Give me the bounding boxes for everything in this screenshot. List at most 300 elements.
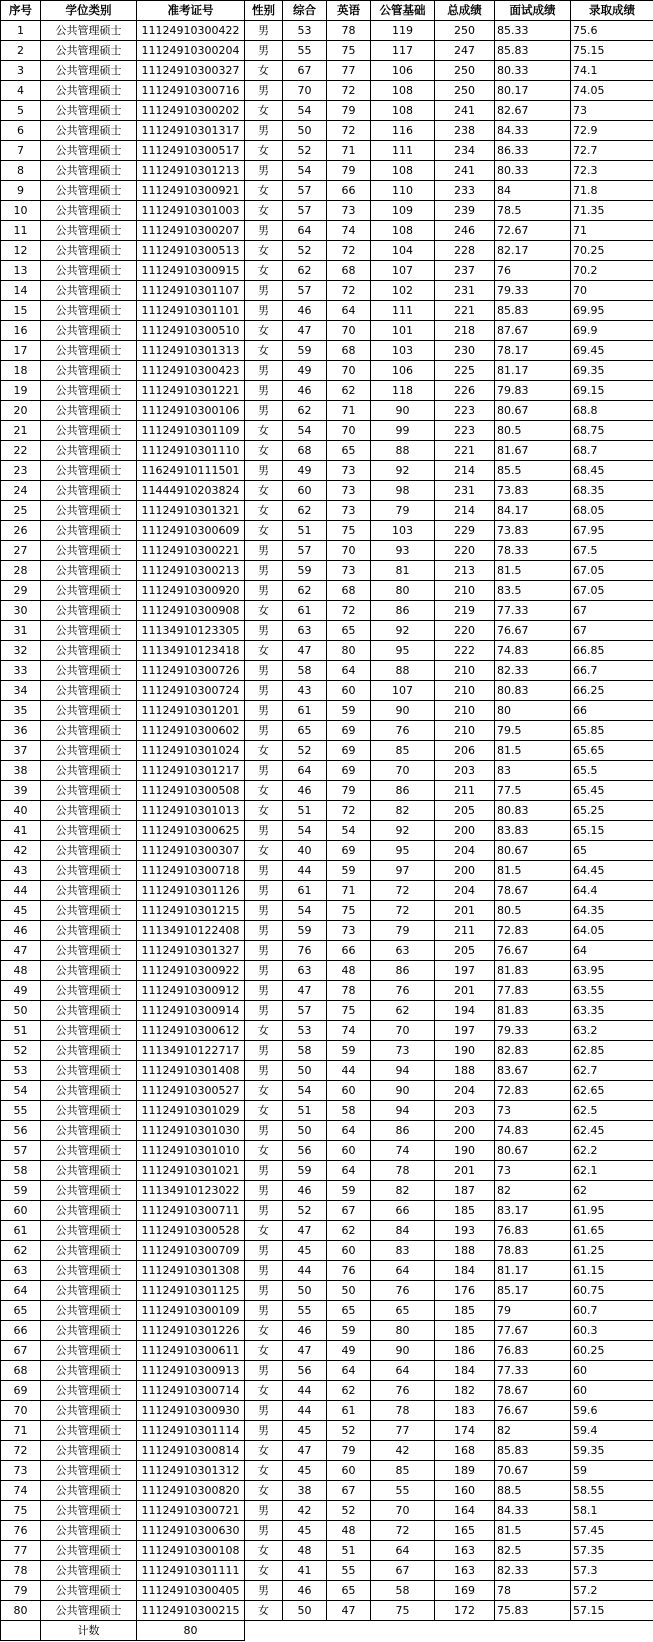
cell-english: 66 [327,941,371,961]
cell-serial: 14 [1,281,41,301]
cell-total-score: 163 [435,1561,495,1581]
cell-english: 64 [327,1161,371,1181]
cell-public-admin-basics: 119 [371,21,435,41]
cell-serial: 3 [1,61,41,81]
cell-public-admin-basics: 58 [371,1581,435,1601]
table-row [1,1501,653,1521]
cell-gender: 女 [245,841,283,861]
cell-total-score: 165 [435,1521,495,1541]
cell-public-admin-basics: 76 [371,721,435,741]
table-row [1,1061,653,1081]
cell-degree-type: 公共管理硕士 [41,301,137,321]
table-row [1,641,653,661]
count-value: 80 [137,1621,245,1641]
cell-public-admin-basics: 94 [371,1061,435,1081]
cell-interview-score: 80.67 [495,841,571,861]
cell-serial: 66 [1,1321,41,1341]
cell-english: 58 [327,1101,371,1121]
cell-english: 78 [327,981,371,1001]
cell-degree-type: 公共管理硕士 [41,1401,137,1421]
cell-admission-score: 66.25 [571,681,653,701]
cell-exam-id: 11124910301013 [137,801,245,821]
cell-total-score: 183 [435,1401,495,1421]
cell-total-score: 234 [435,141,495,161]
cell-exam-id: 11124910301111 [137,1561,245,1581]
table-row [1,821,653,841]
cell-degree-type: 公共管理硕士 [41,141,137,161]
cell-comprehensive: 60 [283,481,327,501]
header-interview-score: 面试成绩 [495,1,571,21]
cell-degree-type: 公共管理硕士 [41,1221,137,1241]
cell-interview-score: 82 [495,1181,571,1201]
table-row [1,1221,653,1241]
cell-english: 68 [327,341,371,361]
cell-serial: 20 [1,401,41,421]
cell-serial: 36 [1,721,41,741]
cell-gender: 女 [245,181,283,201]
cell-degree-type: 公共管理硕士 [41,881,137,901]
header-exam-id: 准考证号 [137,1,245,21]
cell-serial: 25 [1,501,41,521]
cell-total-score: 193 [435,1221,495,1241]
cell-interview-score: 85.5 [495,461,571,481]
cell-english: 54 [327,821,371,841]
cell-english: 62 [327,381,371,401]
cell-comprehensive: 51 [283,1101,327,1121]
cell-admission-score: 59.35 [571,1441,653,1461]
cell-exam-id: 11124910301107 [137,281,245,301]
cell-exam-id: 11124910301308 [137,1261,245,1281]
cell-interview-score: 80.83 [495,681,571,701]
cell-serial: 75 [1,1501,41,1521]
cell-gender: 男 [245,1121,283,1141]
cell-serial: 19 [1,381,41,401]
cell-degree-type: 公共管理硕士 [41,441,137,461]
cell-public-admin-basics: 109 [371,201,435,221]
cell-interview-score: 82.83 [495,1041,571,1061]
cell-total-score: 186 [435,1341,495,1361]
cell-public-admin-basics: 62 [371,1001,435,1021]
cell-degree-type: 公共管理硕士 [41,1281,137,1301]
cell-total-score: 174 [435,1421,495,1441]
table-row [1,941,653,961]
cell-comprehensive: 51 [283,801,327,821]
cell-serial: 41 [1,821,41,841]
cell-admission-score: 60.7 [571,1301,653,1321]
cell-admission-score: 70.2 [571,261,653,281]
cell-serial: 52 [1,1041,41,1061]
cell-english: 72 [327,121,371,141]
cell-admission-score: 71 [571,221,653,241]
cell-exam-id: 11124910300202 [137,101,245,121]
cell-admission-score: 69.35 [571,361,653,381]
cell-degree-type: 公共管理硕士 [41,1241,137,1261]
cell-comprehensive: 45 [283,1421,327,1441]
cell-interview-score: 78.83 [495,1241,571,1261]
cell-comprehensive: 57 [283,201,327,221]
cell-total-score: 210 [435,681,495,701]
cell-serial: 33 [1,661,41,681]
cell-degree-type: 公共管理硕士 [41,1301,137,1321]
cell-english: 65 [327,1581,371,1601]
cell-comprehensive: 46 [283,381,327,401]
cell-total-score: 204 [435,1081,495,1101]
table-row [1,1141,653,1161]
cell-english: 70 [327,541,371,561]
cell-degree-type: 公共管理硕士 [41,821,137,841]
cell-total-score: 238 [435,121,495,141]
cell-interview-score: 73 [495,1161,571,1181]
cell-comprehensive: 63 [283,621,327,641]
cell-degree-type: 公共管理硕士 [41,941,137,961]
cell-degree-type: 公共管理硕士 [41,1121,137,1141]
cell-admission-score: 72.9 [571,121,653,141]
cell-serial: 24 [1,481,41,501]
cell-degree-type: 公共管理硕士 [41,341,137,361]
header-admission-score: 录取成绩 [571,1,653,21]
cell-gender: 女 [245,421,283,441]
cell-gender: 女 [245,781,283,801]
cell-interview-score: 79.83 [495,381,571,401]
cell-english: 60 [327,1241,371,1261]
cell-gender: 男 [245,621,283,641]
header-public-admin-basics: 公管基础 [371,1,435,21]
cell-exam-id: 11124910300528 [137,1221,245,1241]
cell-exam-id: 11124910300513 [137,241,245,261]
table-row [1,1541,653,1561]
cell-total-score: 231 [435,481,495,501]
cell-comprehensive: 49 [283,461,327,481]
cell-interview-score: 77.33 [495,601,571,621]
cell-comprehensive: 61 [283,701,327,721]
cell-degree-type: 公共管理硕士 [41,381,137,401]
cell-comprehensive: 49 [283,361,327,381]
cell-total-score: 214 [435,501,495,521]
cell-admission-score: 62.2 [571,1141,653,1161]
cell-total-score: 237 [435,261,495,281]
cell-admission-score: 65.5 [571,761,653,781]
table-row [1,401,653,421]
table-row [1,1361,653,1381]
cell-total-score: 230 [435,341,495,361]
table-row [1,301,653,321]
cell-gender: 女 [245,241,283,261]
cell-exam-id: 11124910300716 [137,81,245,101]
cell-total-score: 184 [435,1361,495,1381]
cell-comprehensive: 61 [283,601,327,621]
cell-degree-type: 公共管理硕士 [41,461,137,481]
cell-admission-score: 61.15 [571,1261,653,1281]
cell-admission-score: 59 [571,1461,653,1481]
footer-empty-cell [1,1621,41,1641]
cell-comprehensive: 54 [283,901,327,921]
cell-public-admin-basics: 70 [371,1501,435,1521]
cell-gender: 男 [245,361,283,381]
cell-total-score: 229 [435,521,495,541]
cell-gender: 男 [245,961,283,981]
cell-degree-type: 公共管理硕士 [41,21,137,41]
cell-degree-type: 公共管理硕士 [41,1321,137,1341]
cell-exam-id: 11134910123022 [137,1181,245,1201]
cell-english: 70 [327,421,371,441]
table-row [1,1481,653,1501]
cell-admission-score: 65.65 [571,741,653,761]
cell-interview-score: 80.17 [495,81,571,101]
cell-english: 66 [327,181,371,201]
cell-admission-score: 69.95 [571,301,653,321]
table-row [1,81,653,101]
cell-degree-type: 公共管理硕士 [41,761,137,781]
table-row [1,1281,653,1301]
cell-exam-id: 11124910300517 [137,141,245,161]
cell-comprehensive: 45 [283,1521,327,1541]
cell-public-admin-basics: 81 [371,561,435,581]
cell-admission-score: 65.45 [571,781,653,801]
cell-interview-score: 76.83 [495,1341,571,1361]
table-row [1,501,653,521]
cell-admission-score: 67.05 [571,561,653,581]
cell-serial: 43 [1,861,41,881]
cell-exam-id: 11124910300327 [137,61,245,81]
cell-serial: 18 [1,361,41,381]
table-row [1,661,653,681]
cell-public-admin-basics: 83 [371,1241,435,1261]
table-row [1,141,653,161]
cell-serial: 63 [1,1261,41,1281]
cell-comprehensive: 62 [283,581,327,601]
cell-degree-type: 公共管理硕士 [41,1421,137,1441]
cell-public-admin-basics: 90 [371,1081,435,1101]
cell-gender: 男 [245,821,283,841]
cell-exam-id: 11124910300215 [137,1601,245,1621]
cell-degree-type: 公共管理硕士 [41,1521,137,1541]
table-row [1,881,653,901]
cell-english: 78 [327,21,371,41]
table-row [1,121,653,141]
cell-interview-score: 81.83 [495,1001,571,1021]
cell-exam-id: 11124910301201 [137,701,245,721]
cell-english: 79 [327,1441,371,1461]
table-row [1,321,653,341]
cell-public-admin-basics: 64 [371,1541,435,1561]
cell-admission-score: 60 [571,1381,653,1401]
cell-degree-type: 公共管理硕士 [41,1561,137,1581]
cell-admission-score: 57.3 [571,1561,653,1581]
cell-interview-score: 74.83 [495,1121,571,1141]
cell-english: 44 [327,1061,371,1081]
cell-degree-type: 公共管理硕士 [41,81,137,101]
cell-admission-score: 59.4 [571,1421,653,1441]
cell-gender: 男 [245,881,283,901]
cell-total-score: 203 [435,1101,495,1121]
cell-degree-type: 公共管理硕士 [41,401,137,421]
cell-exam-id: 11124910301215 [137,901,245,921]
cell-comprehensive: 50 [283,1281,327,1301]
cell-comprehensive: 57 [283,181,327,201]
cell-public-admin-basics: 107 [371,681,435,701]
cell-english: 64 [327,301,371,321]
cell-total-score: 246 [435,221,495,241]
cell-public-admin-basics: 66 [371,1201,435,1221]
cell-admission-score: 67 [571,621,653,641]
cell-gender: 男 [245,1161,283,1181]
table-row [1,1521,653,1541]
cell-english: 59 [327,1321,371,1341]
cell-english: 69 [327,721,371,741]
cell-gender: 女 [245,1381,283,1401]
cell-gender: 女 [245,801,283,821]
table-row [1,1341,653,1361]
cell-english: 48 [327,961,371,981]
cell-admission-score: 66.85 [571,641,653,661]
cell-gender: 男 [245,221,283,241]
cell-interview-score: 70.67 [495,1461,571,1481]
cell-comprehensive: 38 [283,1481,327,1501]
table-row [1,221,653,241]
cell-interview-score: 78.67 [495,881,571,901]
cell-public-admin-basics: 88 [371,441,435,461]
cell-english: 62 [327,1221,371,1241]
table-row [1,1381,653,1401]
cell-comprehensive: 56 [283,1361,327,1381]
cell-english: 72 [327,801,371,821]
cell-degree-type: 公共管理硕士 [41,861,137,881]
cell-english: 59 [327,701,371,721]
cell-public-admin-basics: 72 [371,901,435,921]
table-row [1,1441,653,1461]
cell-english: 71 [327,141,371,161]
cell-gender: 女 [245,481,283,501]
cell-public-admin-basics: 75 [371,1601,435,1621]
cell-gender: 男 [245,41,283,61]
cell-exam-id: 11124910300108 [137,1541,245,1561]
table-row [1,1321,653,1341]
cell-admission-score: 67.5 [571,541,653,561]
cell-serial: 23 [1,461,41,481]
cell-serial: 59 [1,1181,41,1201]
cell-exam-id: 11124910301003 [137,201,245,221]
cell-interview-score: 84.33 [495,121,571,141]
cell-interview-score: 79.33 [495,1021,571,1041]
table-row [1,161,653,181]
cell-serial: 57 [1,1141,41,1161]
cell-public-admin-basics: 106 [371,61,435,81]
cell-serial: 70 [1,1401,41,1421]
cell-degree-type: 公共管理硕士 [41,681,137,701]
cell-admission-score: 58.1 [571,1501,653,1521]
cell-total-score: 185 [435,1201,495,1221]
cell-total-score: 247 [435,41,495,61]
cell-total-score: 185 [435,1301,495,1321]
cell-exam-id: 11124910300914 [137,1001,245,1021]
cell-public-admin-basics: 80 [371,1321,435,1341]
cell-degree-type: 公共管理硕士 [41,961,137,981]
cell-gender: 女 [245,1081,283,1101]
cell-exam-id: 11124910300814 [137,1441,245,1461]
cell-comprehensive: 55 [283,41,327,61]
cell-degree-type: 公共管理硕士 [41,541,137,561]
cell-total-score: 190 [435,1041,495,1061]
cell-total-score: 163 [435,1541,495,1561]
cell-interview-score: 78.67 [495,1381,571,1401]
cell-english: 68 [327,581,371,601]
cell-total-score: 220 [435,621,495,641]
cell-degree-type: 公共管理硕士 [41,1181,137,1201]
cell-public-admin-basics: 92 [371,621,435,641]
cell-exam-id: 11124910301029 [137,1101,245,1121]
cell-exam-id: 11124910301114 [137,1421,245,1441]
cell-english: 75 [327,1001,371,1021]
cell-serial: 40 [1,801,41,821]
cell-gender: 女 [245,261,283,281]
cell-degree-type: 公共管理硕士 [41,1441,137,1461]
cell-english: 67 [327,1201,371,1221]
cell-public-admin-basics: 93 [371,541,435,561]
cell-exam-id: 11124910301125 [137,1281,245,1301]
cell-exam-id: 11124910300625 [137,821,245,841]
table-row [1,441,653,461]
cell-admission-score: 68.35 [571,481,653,501]
cell-public-admin-basics: 85 [371,1461,435,1481]
cell-exam-id: 11124910300527 [137,1081,245,1101]
cell-degree-type: 公共管理硕士 [41,1361,137,1381]
cell-interview-score: 88.5 [495,1481,571,1501]
cell-total-score: 250 [435,81,495,101]
cell-degree-type: 公共管理硕士 [41,201,137,221]
cell-exam-id: 11124910300820 [137,1481,245,1501]
cell-serial: 8 [1,161,41,181]
cell-comprehensive: 55 [283,1301,327,1321]
cell-interview-score: 79.33 [495,281,571,301]
cell-comprehensive: 50 [283,1601,327,1621]
cell-gender: 男 [245,1241,283,1261]
cell-degree-type: 公共管理硕士 [41,1061,137,1081]
cell-total-score: 250 [435,21,495,41]
cell-interview-score: 85.83 [495,41,571,61]
cell-total-score: 213 [435,561,495,581]
table-row [1,981,653,1001]
cell-degree-type: 公共管理硕士 [41,361,137,381]
cell-serial: 68 [1,1361,41,1381]
cell-exam-id: 11124910301317 [137,121,245,141]
cell-exam-id: 11124910301312 [137,1461,245,1481]
cell-degree-type: 公共管理硕士 [41,181,137,201]
cell-degree-type: 公共管理硕士 [41,561,137,581]
cell-admission-score: 60.25 [571,1341,653,1361]
cell-exam-id: 11124910300422 [137,21,245,41]
cell-comprehensive: 76 [283,941,327,961]
cell-english: 61 [327,1401,371,1421]
cell-exam-id: 11124910300908 [137,601,245,621]
cell-interview-score: 81.5 [495,561,571,581]
cell-exam-id: 11124910301101 [137,301,245,321]
cell-interview-score: 84.17 [495,501,571,521]
table-row [1,1181,653,1201]
cell-admission-score: 75.15 [571,41,653,61]
cell-serial: 56 [1,1121,41,1141]
cell-total-score: 233 [435,181,495,201]
cell-serial: 13 [1,261,41,281]
table-row [1,1201,653,1221]
cell-english: 49 [327,1341,371,1361]
cell-admission-score: 67 [571,601,653,621]
cell-degree-type: 公共管理硕士 [41,1461,137,1481]
cell-comprehensive: 47 [283,321,327,341]
cell-admission-score: 62.1 [571,1161,653,1181]
cell-degree-type: 公共管理硕士 [41,641,137,661]
cell-comprehensive: 54 [283,101,327,121]
cell-comprehensive: 68 [283,441,327,461]
